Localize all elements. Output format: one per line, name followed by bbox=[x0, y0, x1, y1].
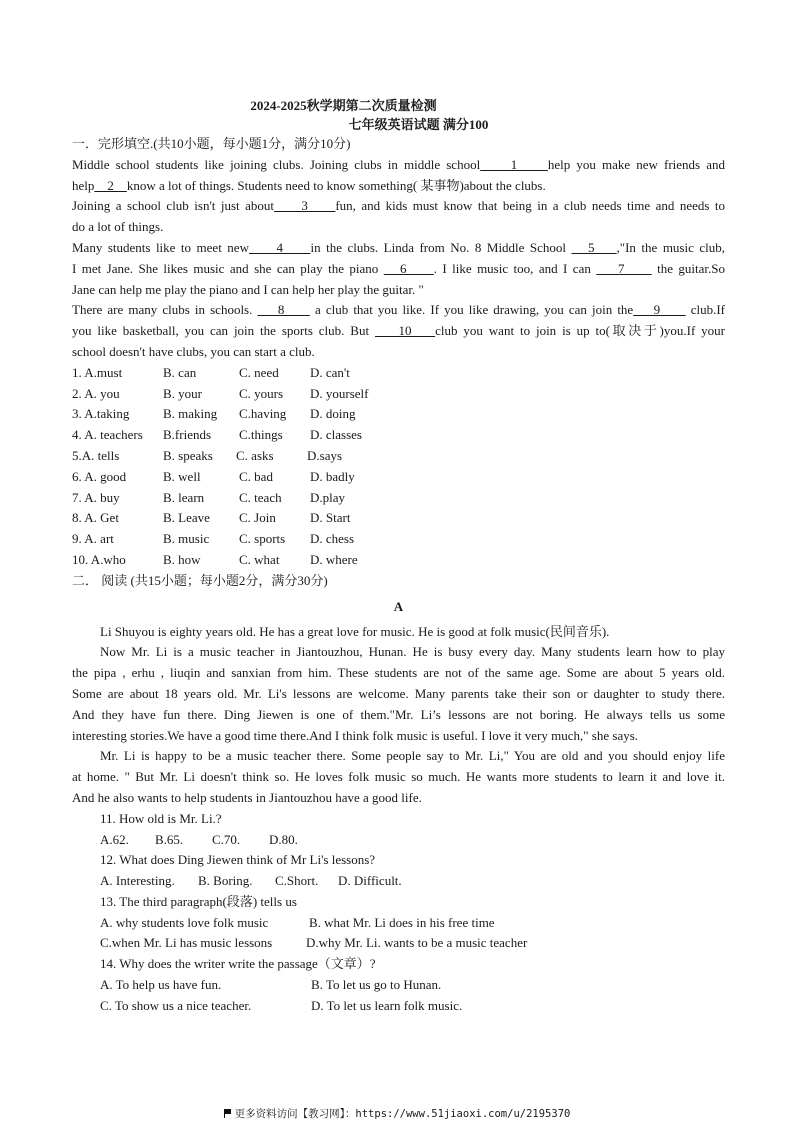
cloze-line-2: help 2 know a lot of things. Students need to know something( 某事物)about the clubs. bbox=[72, 177, 546, 193]
flag-icon bbox=[224, 1109, 232, 1118]
blank-9: 9 bbox=[633, 302, 686, 318]
section1-heading: 一．完形填空.(共10小题，每小题1分，满分10分) bbox=[72, 136, 351, 151]
option-row-10: 10. A.who B. how C. what D. where bbox=[72, 551, 358, 567]
cloze-line-7: Jane can help me play the piano and I can help her play the guitar. " bbox=[72, 281, 424, 297]
cloze-line-9: you like basketball, you can join the sports club. But 10 club you want to join is up to(取决于)you.If your bbox=[72, 323, 725, 339]
cloze-line-4: do a lot of things. bbox=[72, 219, 164, 235]
question-13-options-row2: C.when Mr. Li has music lessons D.why Mr. Li. wants to be a music teacher bbox=[100, 935, 528, 951]
blank-4: 4 bbox=[248, 239, 311, 255]
blank-1: 1 bbox=[480, 156, 548, 172]
footer bbox=[0, 1106, 794, 1121]
cloze-line-10: school doesn't have clubs, you can start a club. bbox=[72, 343, 315, 359]
question-11: 11. How old is Mr. Li.? bbox=[100, 810, 222, 826]
passage-line-3: the pipa , erhu , liuqin and sanxian from him. These students are not of the same age. Some are about 5 years old. bbox=[72, 665, 725, 681]
question-14-options-row2: C. To show us a nice teacher. D. To let us learn folk music. bbox=[100, 997, 463, 1013]
section2-heading: 二． 阅读 (共15小题；每小题2分，满分30分) bbox=[72, 572, 328, 588]
passage-line-8: at home. " But Mr. Li doesn't think so. He loves folk music so much. He wants more students to learn it and love it. bbox=[72, 769, 725, 785]
passage-line-2: Now Mr. Li is a music teacher in Jiantouzhou, Hunan. He is busy every day. Many students learn how to play bbox=[100, 644, 725, 660]
blank-3: 3 bbox=[274, 198, 336, 214]
question-12: 12. What does Ding Jiewen think of Mr Li's lessons? bbox=[100, 852, 376, 868]
exam-subtitle: 七年级英语试题 满分100 bbox=[348, 117, 489, 132]
option-row-4: 4. A. teachers B.friends C.things D. classes bbox=[72, 427, 362, 443]
option-row-1: 1. A.must B. can C. need D. can't bbox=[72, 364, 350, 380]
question-12-options: A. Interesting. B. Boring. C.Short. D. Difficult. bbox=[100, 873, 402, 889]
passage-line-5: And they have fun there. Ding Jiewen is one of them."Mr. Li’s lessons are not boring. He always tells us some bbox=[72, 706, 725, 722]
passage-line-9: And he also wants to help students in Jiantouzhou have a good life. bbox=[72, 789, 422, 805]
blank-6: 6 bbox=[383, 260, 434, 276]
option-row-5: 5.A. tells B. speaks C. asks D.says bbox=[72, 447, 343, 463]
cloze-line-3: Joining a school club isn't just about 3 fun, and kids must know that being in a club needs time and needs to bbox=[72, 198, 726, 214]
footer-link[interactable]: 更多资料访问【教习网】：https://www.51jiaoxi.com/u/2195370 bbox=[234, 1108, 571, 1120]
blank-10: 10 bbox=[374, 323, 436, 339]
cloze-line-5: Many students like to meet new 4 in the clubs. Linda from No. 8 Middle School 5 ,"In the music club, bbox=[72, 239, 725, 255]
blank-7: 7 bbox=[596, 260, 652, 276]
passage-line-7: Mr. Li is happy to be a music teacher there. Some people say to Mr. Li," You are old and you should enjoy life bbox=[100, 748, 725, 764]
question-11-options: A.62. B.65. C.70. D.80. bbox=[100, 831, 298, 847]
passage-line-1: Li Shuyou is eighty years old. He has a great love for music. He is good at folk music(民间音乐). bbox=[100, 623, 610, 639]
option-row-9: 9. A. art B. music C. sports D. chess bbox=[72, 531, 355, 547]
option-row-7: 7. A. buy B. learn C. teach D.play bbox=[72, 489, 346, 505]
cloze-line-6: I met Jane. She likes music and she can play the piano 6 . I like music too, and I can 7 the guitar.So bbox=[72, 260, 726, 276]
question-14: 14. Why does the writer write the passage（文章）? bbox=[100, 956, 376, 972]
option-row-3: 3. A.taking B. making C.having D. doing bbox=[72, 406, 356, 422]
cloze-line-1: Middle school students like joining clubs. Joining clubs in middle school 1 help you make new friends and bbox=[72, 156, 726, 172]
blank-2: 2 bbox=[94, 177, 127, 193]
blank-8: 8 bbox=[257, 302, 310, 318]
exam-page bbox=[72, 96, 725, 1017]
exam-title: 2024-2025秋学期第二次质量检测 bbox=[250, 98, 437, 113]
cloze-options bbox=[72, 363, 725, 571]
option-row-6: 6. A. good B. well C. bad D. badly bbox=[72, 468, 355, 484]
question-13: 13. The third paragraph(段落) tells us bbox=[100, 893, 297, 909]
cloze-line-8: There are many clubs in schools. 8 a club that you like. If you like drawing, you can join the 9 club.If bbox=[72, 302, 726, 318]
passage-line-6: interesting stories.We have a good time there.And I think folk music is useful. I love it very much," she says. bbox=[72, 727, 639, 743]
question-14-options-row1: A. To help us have fun. B. To let us go to Hunan. bbox=[100, 977, 442, 993]
passage-label: A bbox=[393, 598, 404, 614]
passage-line-4: Some are about 18 years old. Mr. Li's lessons are welcome. Many parents take their son or daughter to study there. bbox=[72, 685, 725, 701]
blank-5: 5 bbox=[571, 239, 617, 255]
option-row-2: 2. A. you B. your C. yours D. yourself bbox=[72, 385, 369, 401]
question-13-options-row1: A. why students love folk music B. what Mr. Li does in his free time bbox=[100, 914, 495, 930]
option-row-8: 8. A. Get B. Leave C. Join D. Start bbox=[72, 510, 351, 526]
